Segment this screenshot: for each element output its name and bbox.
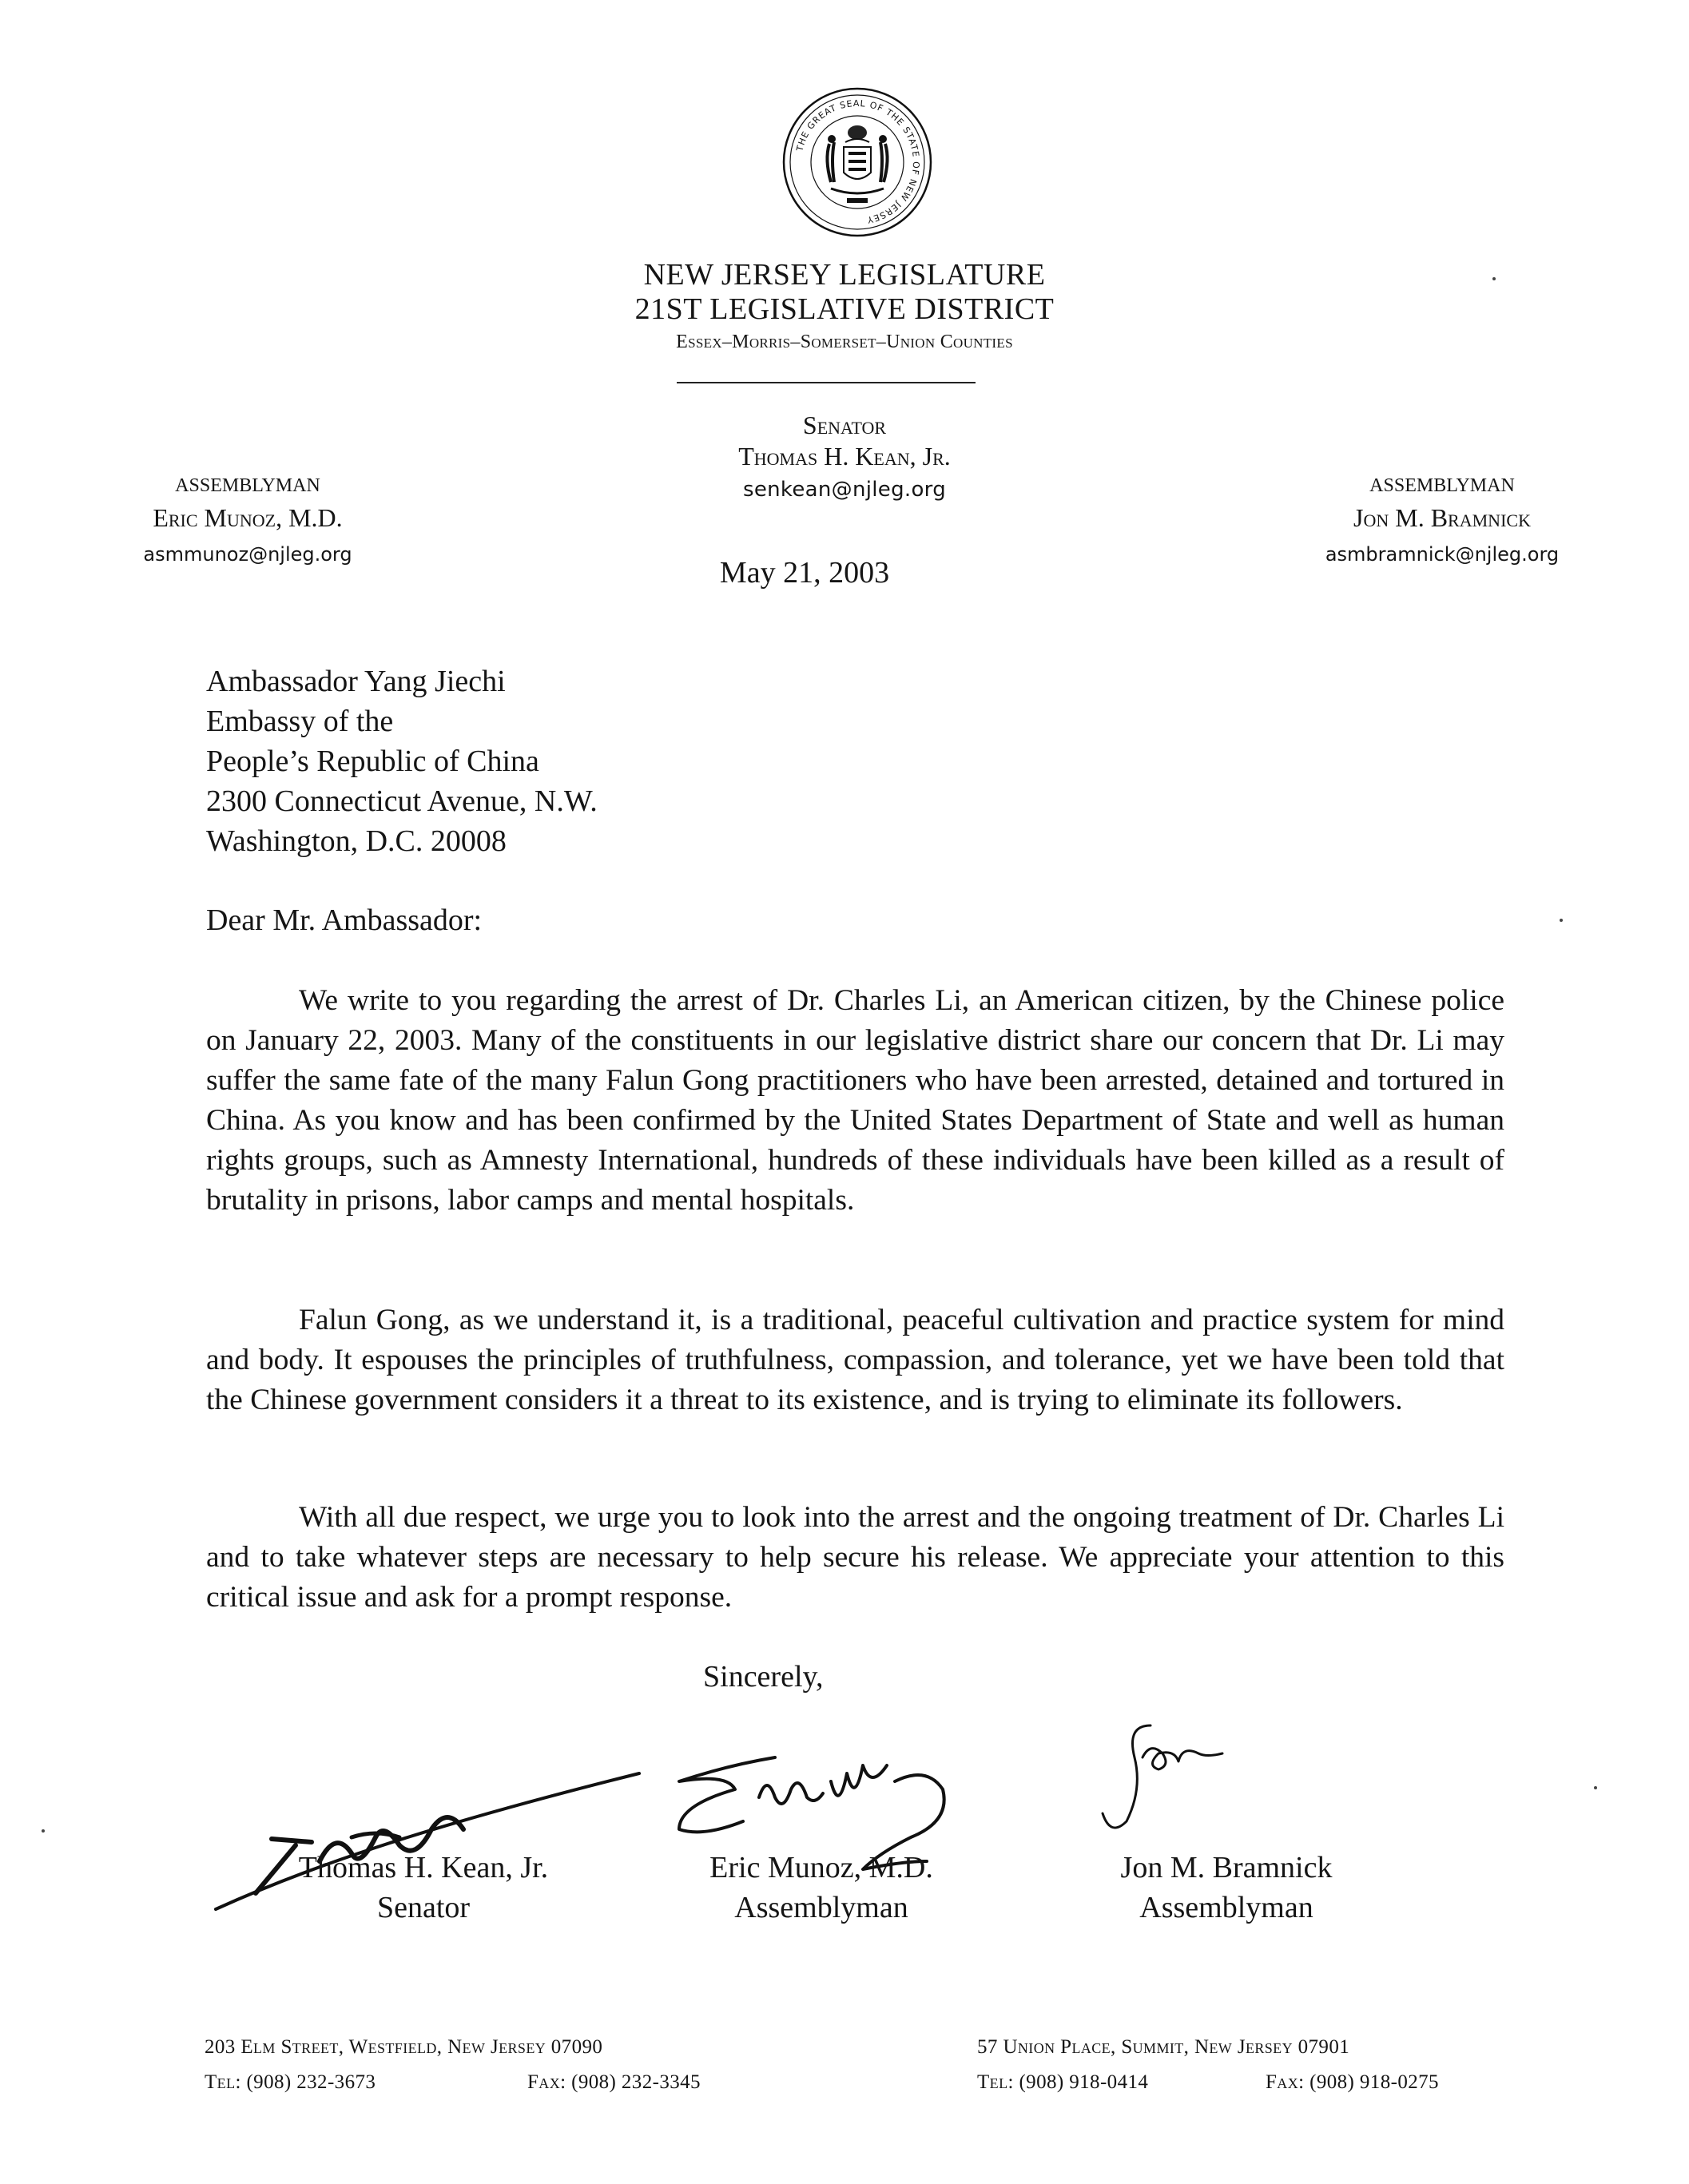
scan-speck	[1492, 277, 1496, 280]
address-line: Ambassador Yang Jiechi	[206, 665, 506, 698]
signer-name: Eric Munoz, M.D.	[709, 1851, 933, 1884]
signer-title: Assemblyman	[1139, 1891, 1313, 1924]
closing: Sincerely,	[703, 1660, 824, 1694]
district-title: 21ST LEGISLATIVE DISTRICT	[634, 292, 1055, 326]
footer-right-phone: Tel: (908) 918-0414	[977, 2071, 1149, 2093]
senator-title: Senator	[802, 411, 887, 439]
address-line: Washington, D.C. 20008	[206, 824, 507, 858]
assemblyman-right-email: asmbramnick@njleg.org	[1325, 543, 1560, 566]
scan-speck	[1594, 1786, 1597, 1789]
scan-speck	[42, 1829, 45, 1833]
address-line: Embassy of the	[206, 705, 394, 738]
assemblyman-left-name: Eric Munoz, M.D.	[153, 503, 343, 532]
body-paragraph: With all due respect, we urge you to look into the arrest and the ongoing treatment of Dr. Charles Li and to take whatever steps are necessary to help secure his release. We appreciate your attention to this critical issue and ask for a prompt response.	[206, 1501, 1504, 1614]
address-line: 2300 Connecticut Avenue, N.W.	[206, 784, 598, 818]
senator-name: Thomas H. Kean, Jr.	[738, 442, 951, 471]
svg-text:THE GREAT SEAL OF THE STATE OF: THE GREAT SEAL OF THE STATE OF NEW JERSEY	[794, 97, 922, 225]
signer-name: Thomas H. Kean, Jr.	[298, 1851, 549, 1884]
assemblyman-left-email: asmmunoz@njleg.org	[143, 543, 352, 566]
footer-left-fax: Fax: (908) 232-3345	[527, 2071, 701, 2093]
legislature-title: NEW JERSEY LEGISLATURE	[643, 258, 1046, 292]
letter-date: May 21, 2003	[719, 556, 890, 590]
assemblyman-left-title: ASSEMBLYMAN	[175, 475, 320, 496]
signer-title: Senator	[376, 1891, 471, 1924]
counties-line: Essex–Morris–Somerset–Union Counties	[676, 332, 1013, 352]
assemblyman-right-name: Jon M. Bramnick	[1353, 503, 1531, 532]
body-paragraph: We write to you regarding the arrest of Dr. Charles Li, an American citizen, by the Chinese police on January 22, 2003. Many of the constituents in our legislative district share our concern that Dr. Li may suffer the same fate of the many Falun Gong practitioners who have been arrested, detained and tortured in China. As you know and has been confirmed by the United States Department of State and well as human rights groups, such as Amnesty International, hundreds of these individuals have been killed as a result of brutality in prisons, labor camps and mental hospitals.	[206, 984, 1504, 1217]
scan-speck	[1560, 919, 1563, 922]
signer-name: Jon M. Bramnick	[1120, 1851, 1333, 1884]
state-seal-icon	[781, 86, 933, 238]
footer-left-address: 203 Elm Street, Westfield, New Jersey 07090	[205, 2036, 603, 2058]
footer-right-address: 57 Union Place, Summit, New Jersey 07901	[977, 2036, 1350, 2058]
signer-title: Assemblyman	[734, 1891, 908, 1924]
signature-bramnick	[1095, 1717, 1238, 1845]
assemblyman-right-title: ASSEMBLYMAN	[1369, 475, 1515, 496]
footer-right-fax: Fax: (908) 918-0275	[1266, 2071, 1439, 2093]
address-line: People’s Republic of China	[206, 745, 539, 778]
salutation: Dear Mr. Ambassador:	[206, 903, 483, 937]
recipient-address	[206, 661, 598, 861]
body-paragraph: Falun Gong, as we understand it, is a traditional, peaceful cultivation and practice system for mind and body. It espouses the principles of truthfulness, compassion, and tolerance, yet we have been told that the Chinese government considers it a threat to its existence, and is trying to eliminate its followers.	[206, 1304, 1504, 1416]
footer-left-phone: Tel: (908) 232-3673	[205, 2071, 376, 2093]
letterhead-divider	[677, 382, 976, 383]
senator-email: senkean@njleg.org	[743, 478, 946, 502]
